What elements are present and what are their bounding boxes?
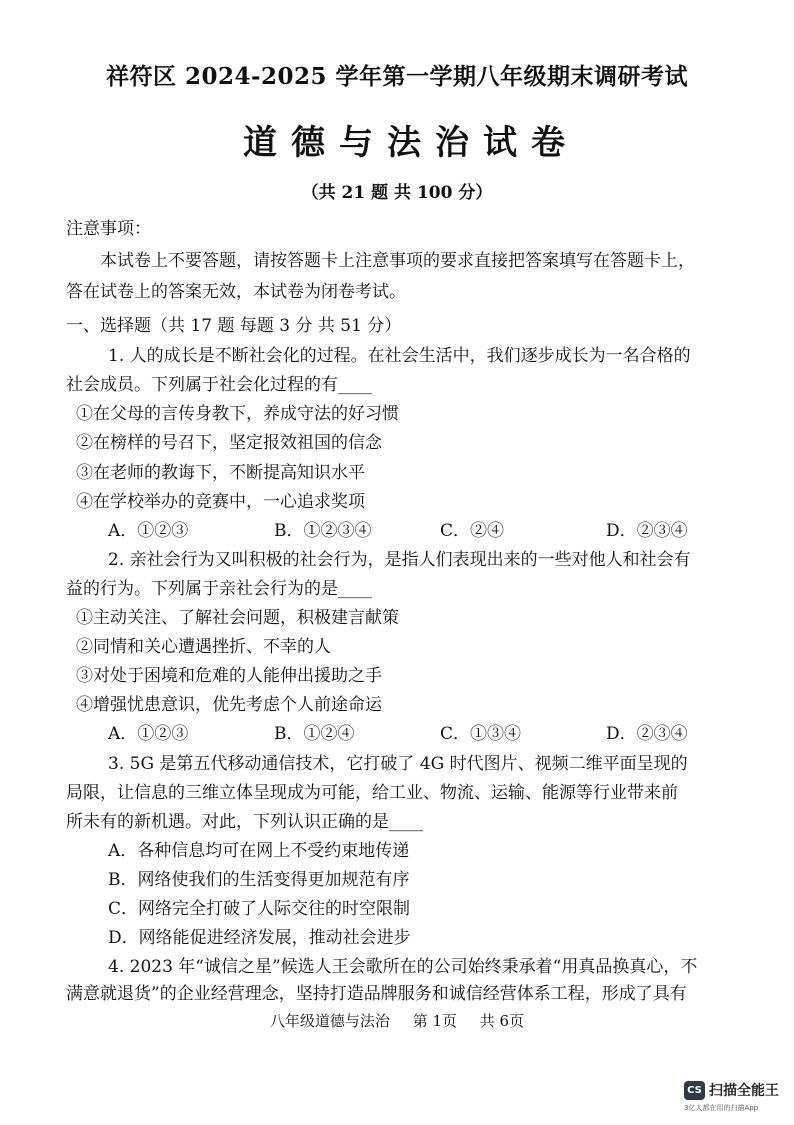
q1-option-a: A．①②③ [108, 521, 189, 541]
q1-stem-line1: 1. 人的成长是不断社会化的过程。在社会生活中，我们逐步成长为一名合格的 [108, 346, 691, 366]
q4-stem-line2: 满意就退货”的企业经营理念，坚持打造品牌服务和诚信经营体系工程，形成了具有 [66, 984, 687, 1004]
q3-option-d: D．网络能促进经济发展，推动社会进步 [108, 928, 411, 948]
q3-stem-line3: 所未有的新机遇。对此，下列认识正确的是____ [66, 812, 423, 832]
q1-stem-line2: 社会成员。下列属于社会化过程的有____ [66, 375, 372, 395]
section1-heading: 一、选择题（共 17 题 每题 3 分 共 51 分） [66, 316, 402, 336]
q2-option-a: A．①②③ [108, 724, 189, 744]
q3-stem-line1: 3. 5G 是第五代移动通信技术，它打破了 4G 时代图片、视频二维平面呈现的 [108, 754, 688, 774]
q2-option-c: C．①③④ [440, 724, 522, 744]
q1-option-d: D．②③④ [606, 521, 688, 541]
watermark-tagline: 3亿人都在用的扫描App [684, 1104, 759, 1112]
q1-option-b: B．①②③④ [274, 521, 372, 541]
q2-item: ①主动关注、了解社会问题，积极建言献策 [76, 608, 399, 628]
subject-title: 道德与法治试卷 [243, 123, 579, 163]
q4-stem-line1: 4. 2023 年“诚信之星”候选人王会歌所在的公司始终秉承着“用真品换真心，不 [108, 957, 698, 977]
q3-option-b: B．网络使我们的生活变得更加规范有序 [108, 870, 410, 890]
notice-body-line1: 本试卷上不要答题，请按答题卡上注意事项的要求直接把答案填写在答题卡上， [100, 251, 695, 271]
exam-title: 祥符区 2024-2025 学年第一学期八年级期末调研考试 [105, 63, 689, 90]
footer-page: 第 1页 [412, 1012, 457, 1030]
q2-stem-line2: 益的行为。下列属于亲社会行为的是____ [66, 579, 372, 599]
q2-stem-line1: 2. 亲社会行为又叫积极的社会行为，是指人们表现出来的一些对他人和社会有 [108, 550, 691, 570]
camscanner-logo-icon: CS [684, 1081, 705, 1100]
page-footer [0, 1010, 794, 1031]
q2-item: ②同情和关心遭遇挫折、不幸的人 [76, 637, 331, 657]
q1-item: ③在老师的教诲下，不断提高知识水平 [76, 463, 365, 483]
notice-body-line2: 答在试卷上的答案无效，本试卷为闭卷考试。 [66, 282, 406, 302]
q3-option-c: C．网络完全打破了人际交往的时空限制 [108, 899, 411, 919]
footer-subject: 八年级道德与法治 [269, 1012, 390, 1030]
q2-option-b: B．①②④ [274, 724, 355, 744]
q3-stem-line2: 局限，让信息的三维立体呈现成为可能，给工业、物流、运输、能源等行业带来前 [66, 783, 678, 803]
q1-item: ①在父母的言传身教下，养成守法的好习惯 [76, 404, 399, 424]
q2-item: ④增强忧患意识，优先考虑个人前途命运 [76, 695, 382, 715]
scanner-watermark [684, 1079, 788, 1119]
watermark-app-name: 扫描全能王 [709, 1083, 779, 1099]
exam-summary: （共 21 题 共 100 分） [301, 183, 493, 203]
q2-option-d: D．②③④ [606, 724, 688, 744]
q1-option-c: C．②④ [440, 521, 505, 541]
notice-heading: 注意事项： [66, 219, 151, 239]
q1-item: ②在榜样的号召下，坚定报效祖国的信念 [76, 433, 382, 453]
q3-option-a: A．各种信息均可在网上不受约束地传递 [108, 841, 410, 861]
footer-total: 共 6页 [479, 1012, 525, 1030]
q1-item: ④在学校举办的竞赛中，一心追求奖项 [76, 492, 365, 512]
q2-item: ③对处于困境和危难的人能伸出援助之手 [76, 666, 382, 686]
